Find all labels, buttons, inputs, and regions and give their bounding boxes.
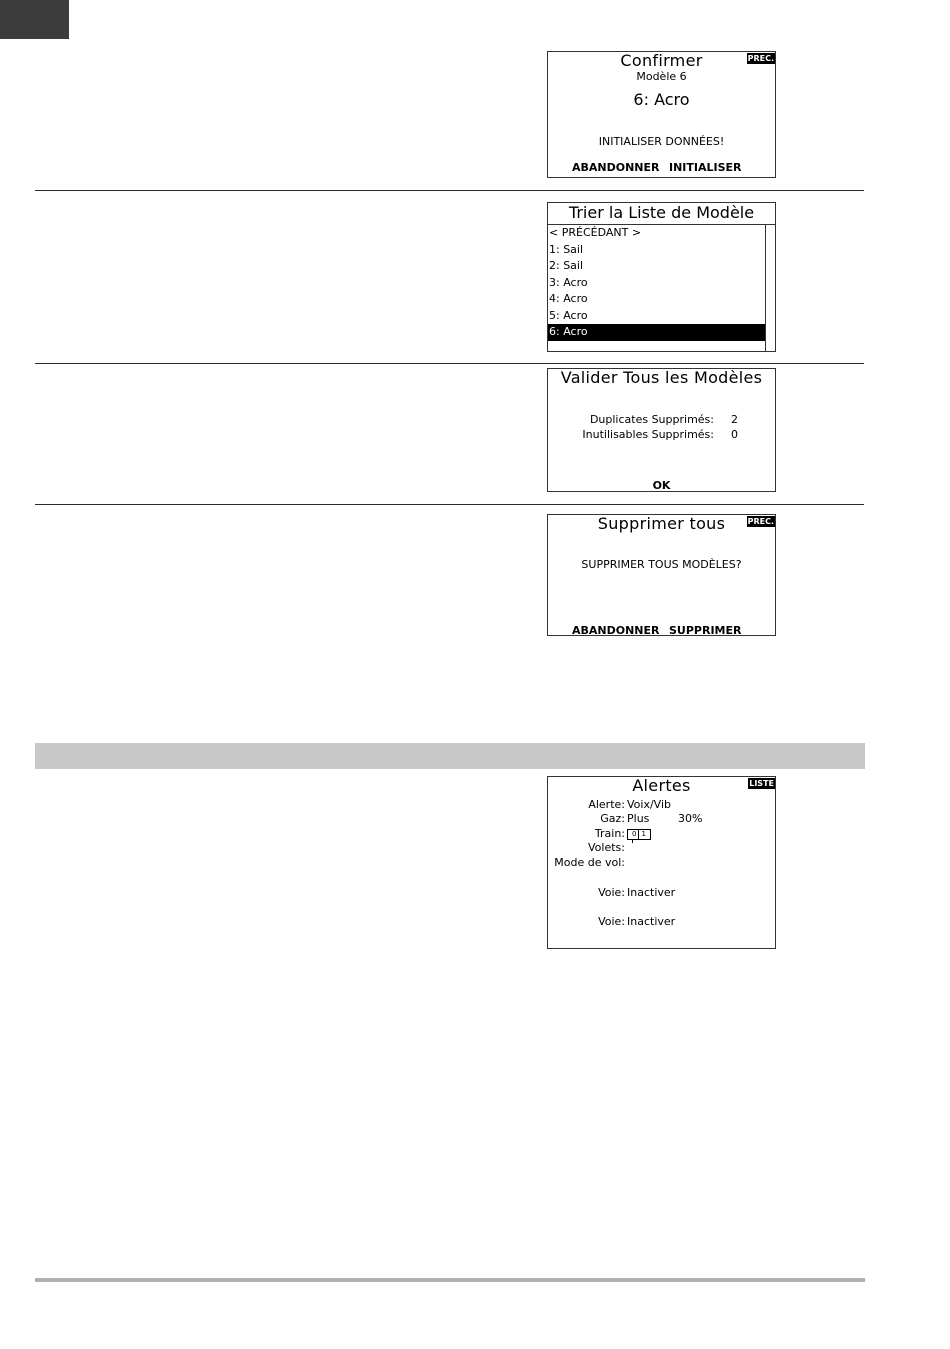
duplicates-value: 2	[731, 413, 738, 426]
delete-button[interactable]: SUPPRIMER	[669, 624, 742, 636]
alert-value[interactable]: Voix/Vib	[627, 798, 671, 811]
footer-rule	[35, 1278, 865, 1282]
screen-title: Supprimer tous	[597, 514, 726, 533]
validate-screen	[547, 368, 776, 492]
list-item[interactable]: 2: Sail	[549, 259, 584, 272]
unusable-value: 0	[731, 428, 738, 441]
flaps-label: Volets:	[588, 841, 625, 854]
channel-label: Voie:	[598, 915, 625, 928]
gear-label: Train:	[594, 827, 625, 840]
list-item[interactable]: 1: Sail	[549, 242, 584, 256]
cancel-button[interactable]: ABANDONNER	[572, 161, 660, 174]
gear-switch-positions[interactable]	[626, 827, 651, 840]
prec-badge: PREC.	[747, 54, 774, 63]
switch-position-1: 1	[638, 830, 647, 839]
ok-button[interactable]: OK	[652, 479, 671, 492]
alerts-screen	[547, 776, 776, 949]
initialize-button[interactable]: INITIALISER	[669, 161, 742, 174]
model-label: Modèle 6	[636, 70, 687, 83]
cursor-tick	[632, 839, 633, 843]
alert-label: Alerte:	[588, 798, 625, 811]
divider	[35, 190, 864, 191]
list-item[interactable]: 4: Acro	[549, 292, 588, 305]
duplicates-label: Duplicates Supprimés:	[589, 413, 714, 426]
flight-mode-label: Mode de vol:	[554, 856, 625, 869]
switch-position-0: 0	[632, 829, 637, 838]
throttle-label: Gaz:	[600, 812, 625, 825]
unusable-label: Inutilisables Supprimés:	[582, 428, 714, 441]
list-item-selected[interactable]: 6: Acro	[548, 324, 765, 341]
list-badge: LISTE	[749, 779, 774, 788]
channel-value[interactable]: Inactiver	[627, 915, 676, 928]
corner-tab	[0, 0, 69, 39]
divider	[35, 363, 864, 364]
screen-title: Alertes	[632, 776, 691, 795]
channel-value[interactable]: Inactiver	[627, 886, 676, 899]
prec-badge: PREC.	[747, 517, 774, 526]
screen-title: Confirmer	[620, 51, 703, 70]
screen-title: Valider Tous les Modèles	[560, 368, 763, 387]
divider	[35, 504, 864, 505]
cancel-button[interactable]: ABANDONNER	[572, 624, 660, 636]
sort-list-screen	[547, 202, 776, 352]
list-item[interactable]: 3: Acro	[549, 275, 588, 289]
confirm-message: INITIALISER DONNÉES!	[598, 135, 725, 148]
confirm-screen	[547, 51, 776, 178]
section-band	[35, 743, 865, 769]
list-item-previous[interactable]: < PRÉCÉDANT >	[549, 226, 642, 239]
delete-message: SUPPRIMER TOUS MODÈLES?	[581, 558, 742, 571]
channel-label: Voie:	[598, 886, 625, 899]
list-item[interactable]: 5: Acro	[549, 308, 588, 322]
delete-all-screen	[547, 514, 776, 636]
throttle-value[interactable]: Plus	[627, 812, 650, 825]
model-name: 6: Acro	[633, 90, 690, 109]
scrollbar[interactable]	[765, 225, 775, 351]
switch-position-box[interactable]	[627, 829, 651, 840]
throttle-percent[interactable]: 30%	[678, 812, 703, 825]
model-list	[548, 225, 765, 351]
screen-title: Trier la Liste de Modèle	[548, 204, 775, 225]
